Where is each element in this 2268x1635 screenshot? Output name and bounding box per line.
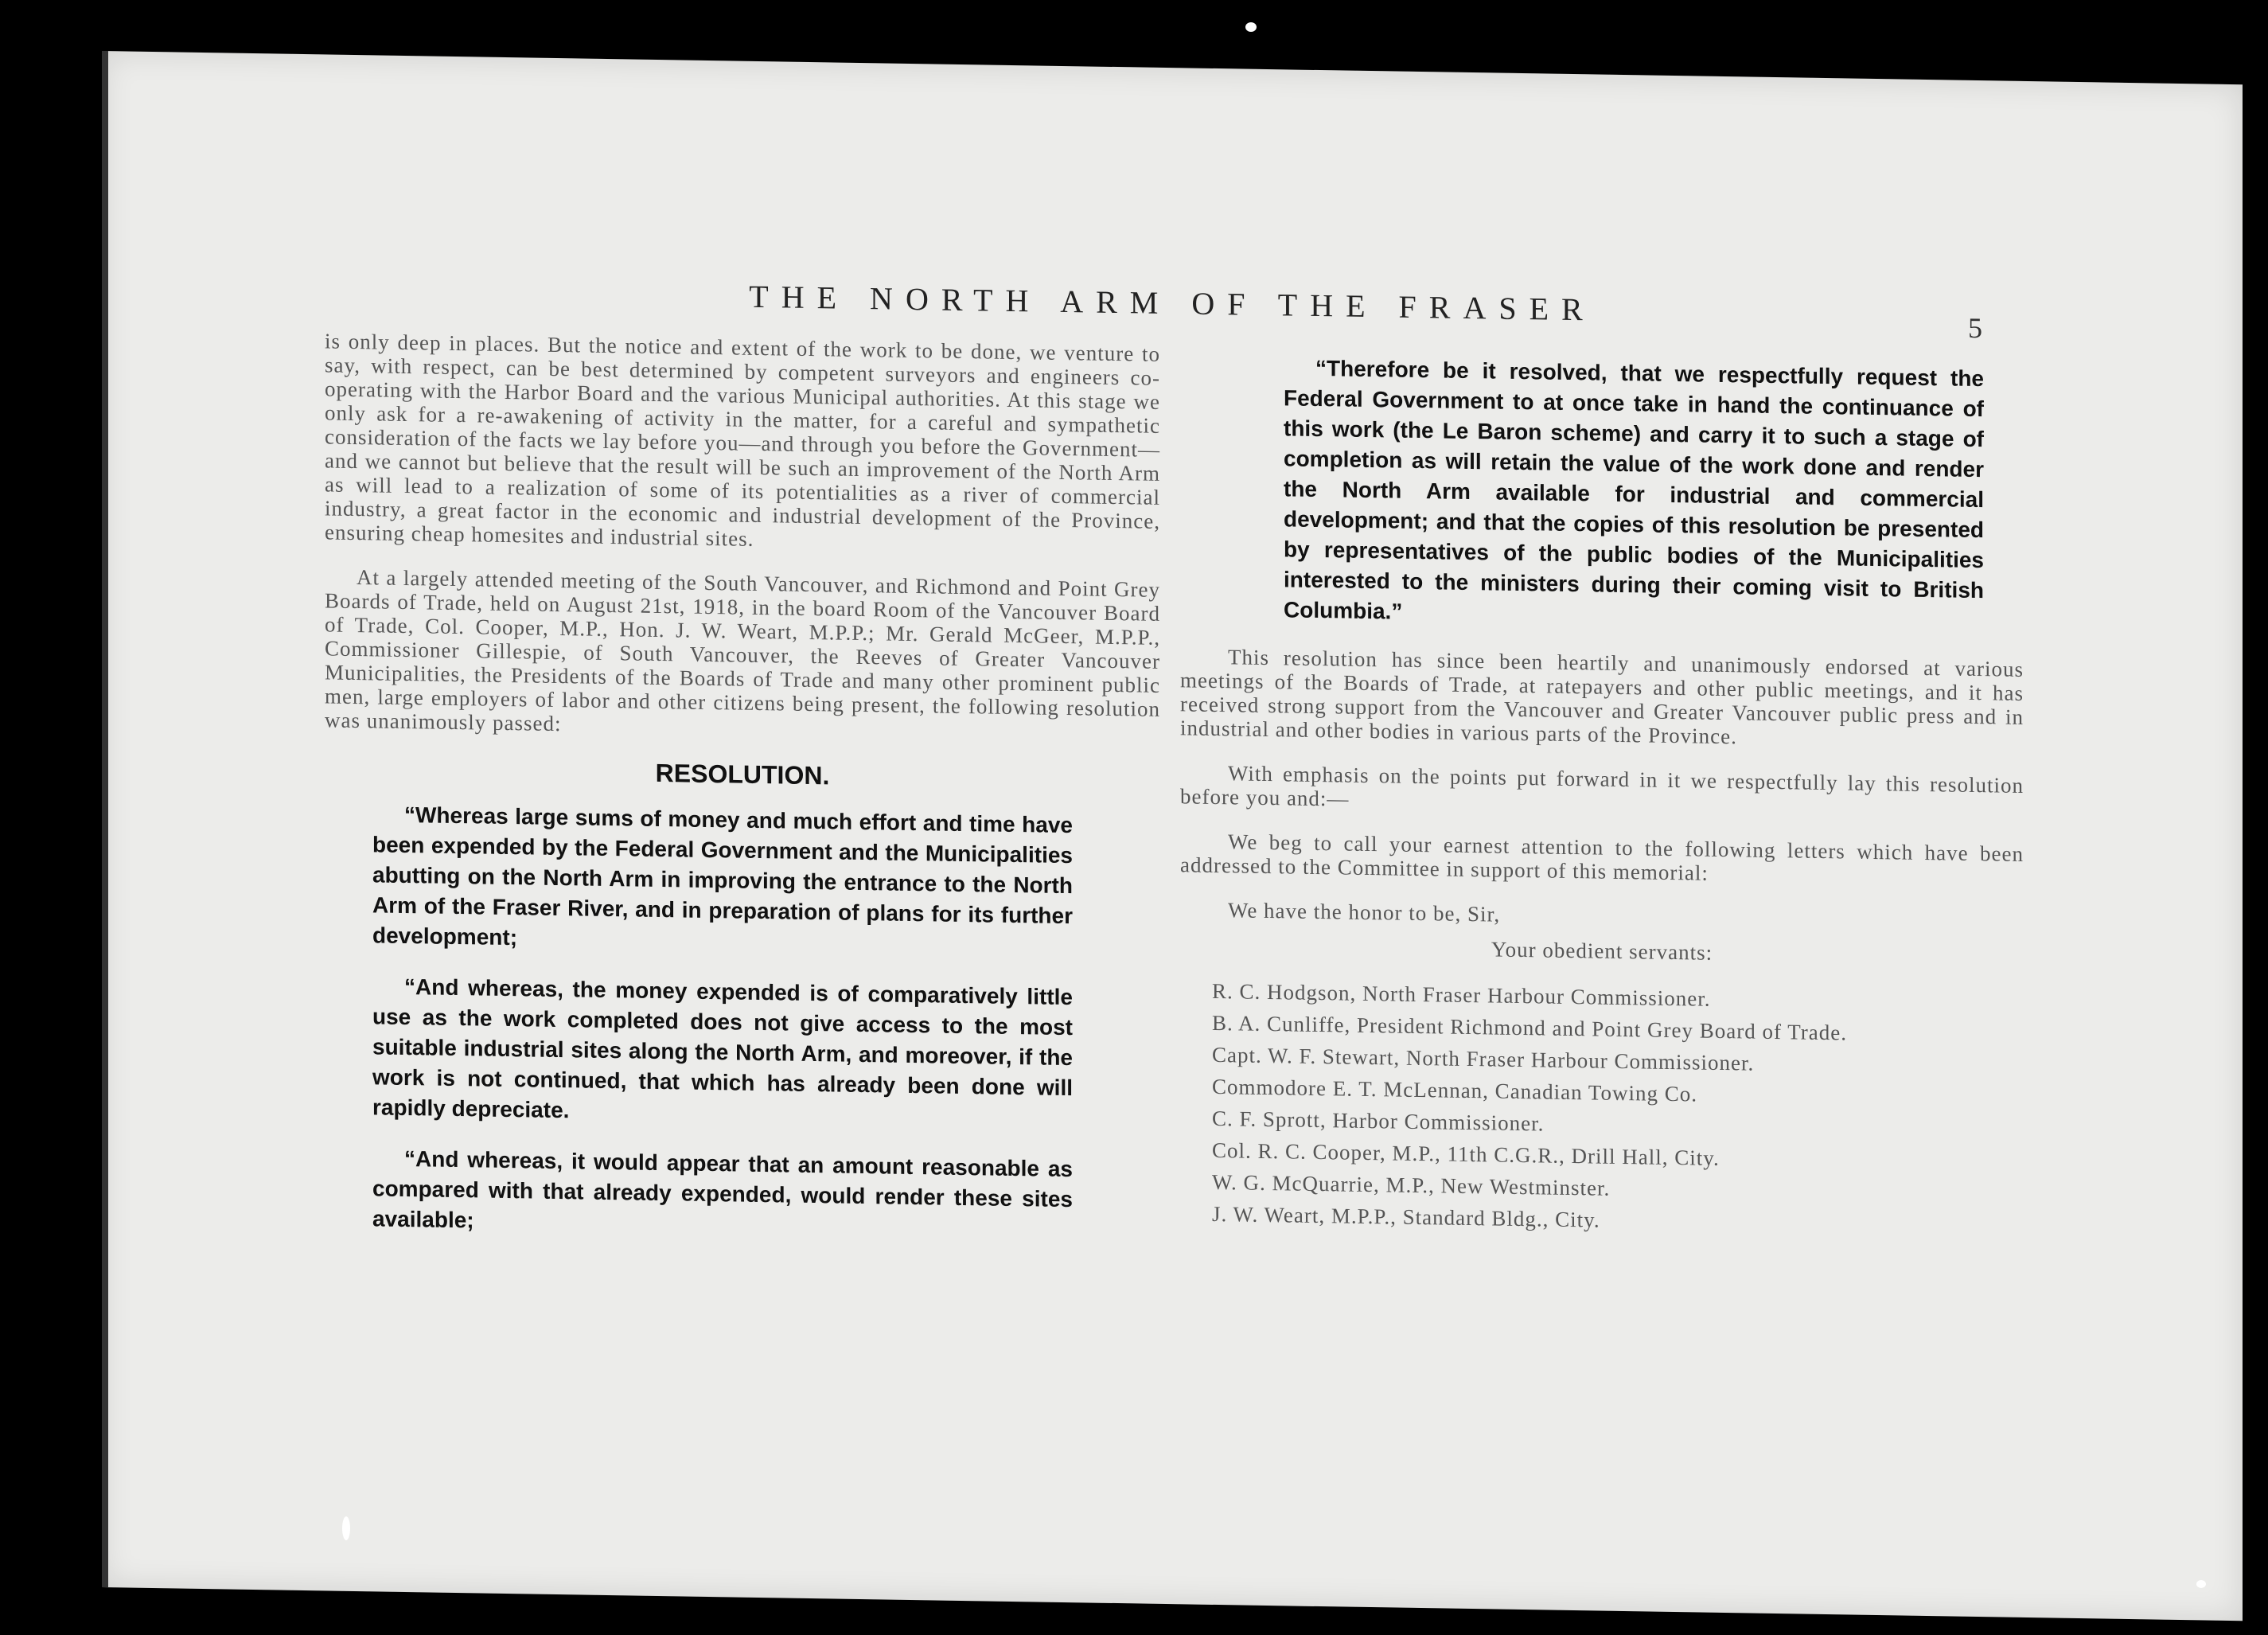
signatory-list (1180, 978, 2024, 1239)
signatory: C. F. Sprott, Harbor Commissioner. (1212, 1106, 1545, 1136)
left-paragraph-1: is only deep in places. But the notice and extent of the work to be done, we venture to say, with respect, can be best determined by competent surveyors and engineers co-operating with the Harbor Board and the various Municipal authorities. At this stage we only ask for a re-awakening of activity in the matter, for a careful and sympathetic consideration of the facts we lay before you—and through you before the Government—and we cannot but believe that the result will be such an improvement of the North Arm as will lead to a realization of some of its potentialities as a river of commercial industry, a great factor in the economic and industrial development of the Province, ensuring cheap homesites and industrial sites. (325, 329, 1160, 551)
whereas-clause-2: “And whereas, the money expended is of comparatively little use as the work completed does not give access to the most suitable industrial sites along the North Arm, and moreover, if the work is not continued, that which has already been done will rapidly depreciate. (372, 974, 1073, 1123)
signatory: B. A. Cunliffe, President Richmond and Point Grey Board of Trade. (1212, 1010, 1847, 1045)
document-page (102, 51, 2243, 1621)
scan-speck (1245, 22, 1257, 32)
signatory: R. C. Hodgson, North Fraser Harbour Commissioner. (1212, 978, 1711, 1011)
signatory: Capt. W. F. Stewart, North Fraser Harbour Commissioner. (1212, 1042, 1755, 1075)
running-title: THE NORTH ARM OF THE FRASER (749, 278, 1596, 328)
right-column (1180, 351, 2024, 1247)
left-paragraph-meeting: At a largely attended meeting of the South Vancouver, and Richmond and Point Grey Boards of Trade, held on August 21st, 1918, in the board Room of the Vancouver Board of Trade, Col. Cooper, M.P., Hon. J. W. Weart, M.P.P.; Mr. Gerald McGeer, M.P.P., Commissioner Gillespie, of South Vancouver, the Reeves of Greater Vancouver Municipalities, the Presidents of the Boards of Trade and many other prominent public men, large employers of labor and other citizens being present, the following resolution was unanimously passed: (325, 565, 1160, 736)
resolution-heading: RESOLUTION. (655, 758, 830, 790)
obedient-servants: Your obedient servants: (1491, 937, 1713, 965)
resolved-clause: “Therefore be it resolved, that we respectfully request the Federal Government to at once take in hand the continuance of this work (the Le Baron scheme) and carry it to such a stage of completion as will retain the value of the work done and render the North Arm available for industrial and commercial development; and that the copies of this resolution be presented by representatives of the public bodies of the Municipalities interested to the ministers during their coming visit to British Columbia.” (1284, 355, 1984, 624)
endorsed-paragraph: This resolution has since been heartily and unanimously endorsed at various meetings of the Boards of Trade, at ratepayers and other public meetings, and it has received strong support from the Vancouver and Greater Vancouver public press and in industrial and other bodies in various parts of the Province. (1180, 645, 2024, 749)
scan-speck (342, 1516, 350, 1540)
signatory: W. G. McQuarrie, M.P., New Westminster. (1212, 1169, 1611, 1200)
closing-salutation: We have the honor to be, Sir, (1228, 898, 1501, 927)
emphasis-paragraph: With emphasis on the points put forward in it we respectfully lay this resolution before you and:— (1180, 761, 2024, 811)
signatory: Commodore E. T. McLennan, Canadian Towing Co. (1212, 1074, 1698, 1106)
page-binding-edge (102, 51, 108, 1587)
whereas-clause-1: “Whereas large sums of money and much effort and time have been expended by the Federal Government and the Municipalities abutting on the North Arm in improving the entrance to the North Arm of the Fraser River, and in preparation of plans for its further development; (372, 802, 1073, 950)
letters-paragraph: We beg to call your earnest attention to the following letters which have been addressed to the Committee in support of this memorial: (1180, 829, 2024, 885)
signatory: J. W. Weart, M.P.P., Standard Bldg., City. (1212, 1201, 1600, 1232)
whereas-clause-3: “And whereas, it would appear that an amount reasonable as compared with that already expended, would render these sites available; (372, 1145, 1073, 1233)
left-column (325, 329, 1160, 1266)
signatory: Col. R. C. Cooper, M.P., 11th C.G.R., Drill Hall, City. (1212, 1137, 1720, 1170)
scan-speck (2196, 1580, 2206, 1588)
page-number: 5 (1968, 311, 1982, 345)
